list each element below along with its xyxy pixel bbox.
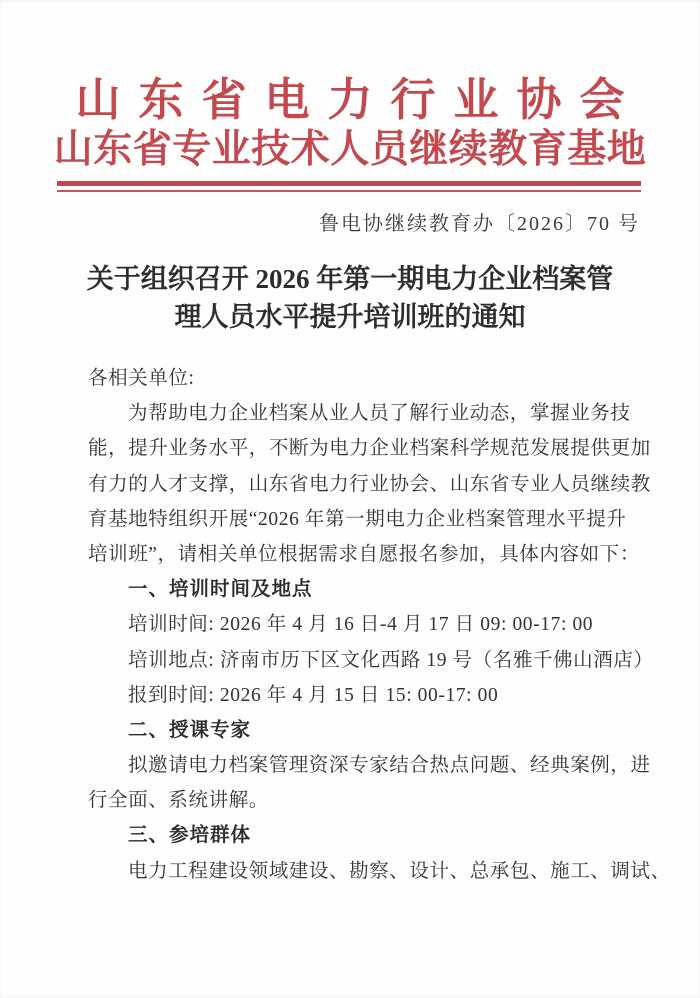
body-line: 为帮助电力企业档案从业人员了解行业动态，掌握业务技: [128, 403, 631, 425]
salutation: 各相关单位:: [88, 368, 195, 389]
section-heading-1: 一、培训时间及地点: [128, 578, 313, 601]
letterhead-base-name: 山东省专业技术人员继续教育基地: [53, 128, 647, 171]
document-title-line2: 理人员水平提升培训班的通知: [174, 302, 526, 332]
body-line: 育基地特组织开展“2026 年第一期电力企业档案管理水平提升: [88, 508, 627, 530]
body-line: 拟邀请电力档案管理资深专家结合热点问题、经典案例，进: [128, 755, 651, 777]
section-heading-2: 二、授课专家: [128, 718, 252, 741]
section-heading-3: 三、参培群体: [128, 824, 252, 847]
document-title-line1: 关于组织召开 2026 年第一期电力企业档案管: [86, 264, 614, 294]
registration-time: 报到时间: 2026 年 4 月 15 日 15: 00-17: 00: [128, 684, 499, 706]
letterhead-org-name: 山东省电力行业协会: [75, 75, 643, 125]
body-line: 有力的人才支撑，山东省电力行业协会、山东省专业人员继续教: [88, 473, 651, 495]
training-time: 培训时间: 2026 年 4 月 16 日-4 月 17 日 09: 00-17: 00: [128, 614, 594, 636]
training-location: 培训地点: 济南市历下区文化西路 19 号（名雅千佛山酒店）: [128, 649, 654, 671]
letterhead-rule: [57, 181, 641, 192]
body-line: 电力工程建设领域建设、勘察、设计、总承包、施工、调试、: [128, 860, 671, 882]
document-number: 鲁电协继续教育办〔2026〕70 号: [319, 213, 640, 235]
body-line: 行全面、系统讲解。: [88, 790, 269, 812]
body-line: 培训班”，请相关单位根据需求自愿报名参加，具体内容如下：: [88, 543, 640, 565]
body-line: 能，提升业务水平，不断为电力企业档案科学规范发展提供更加: [88, 438, 651, 460]
document-body: [88, 361, 671, 889]
document-title: [0, 260, 700, 336]
letterhead-rule-thick: [57, 181, 641, 186]
letterhead-rule-thin: [57, 190, 641, 192]
